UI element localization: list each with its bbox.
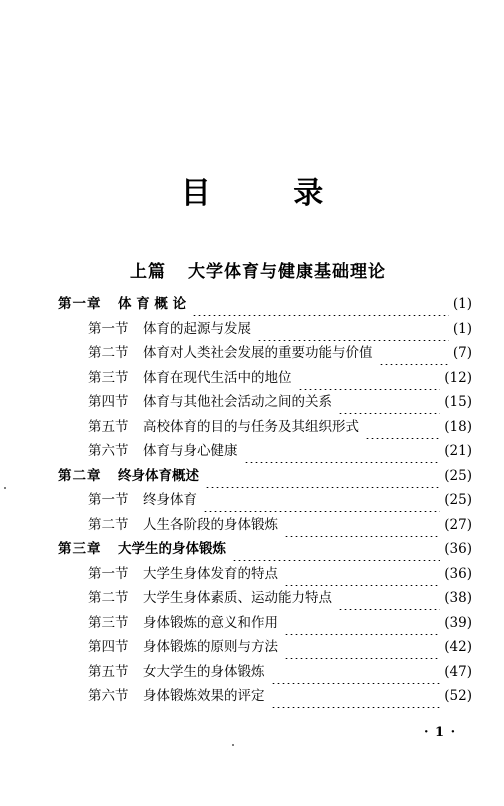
- toc-entry-title: 终身体育概述: [118, 467, 199, 484]
- toc-entry-label: 第一章: [58, 296, 102, 312]
- toc-entry-title: 身体锻炼的意义和作用: [143, 614, 278, 631]
- toc-section-row: [88, 390, 472, 414]
- toc-chapter-row: [58, 464, 472, 488]
- leader-dots: [257, 317, 449, 341]
- leader-dots: [338, 390, 440, 414]
- toc-entry-title: 体 育 概 论: [118, 296, 187, 312]
- toc-entry-page: (18): [444, 418, 472, 435]
- toc-entry-label: 第四节: [88, 639, 129, 655]
- toc-entry-title: 体育与身心健康: [143, 443, 238, 459]
- leader-dots: [284, 635, 440, 659]
- toc-entry-title: 身体锻炼效果的评定: [143, 688, 265, 704]
- toc-entry-title: 终身体育: [143, 492, 197, 508]
- toc-entry-label: 第二章: [58, 467, 102, 484]
- toc-entry-page: (38): [444, 590, 472, 606]
- toc-entry-label: 第一节: [88, 492, 129, 508]
- toc-entry-label: 第一节: [88, 320, 129, 337]
- toc-section-row: [88, 513, 472, 537]
- toc-entry-label: 第二节: [88, 516, 129, 533]
- toc-entry-label: 第三节: [88, 369, 129, 386]
- toc-entry-title: 体育在现代生活中的地位: [143, 369, 292, 386]
- leader-dots: [232, 537, 440, 561]
- leader-dots: [298, 366, 441, 390]
- toc-entry-page: (12): [444, 369, 472, 386]
- leader-dots: [379, 341, 449, 365]
- leader-dots: [205, 464, 440, 488]
- leader-dots: [244, 439, 441, 463]
- toc-entry-page: (47): [444, 663, 472, 680]
- toc-section-row: [88, 366, 472, 390]
- toc-entry-title: 身体锻炼的原则与方法: [143, 639, 278, 655]
- part-label: 上篇: [130, 262, 166, 282]
- toc-entry-page: (27): [444, 516, 472, 533]
- toc-section-row: [88, 317, 472, 341]
- toc-entry-label: 第三节: [88, 614, 129, 631]
- leader-dots: [192, 292, 449, 316]
- toc-chapter-row: [58, 292, 472, 316]
- toc-entry-page: (1): [452, 296, 472, 312]
- leader-dots: [271, 660, 441, 684]
- toc-entry-label: 第二节: [88, 345, 129, 361]
- toc-entry-page: (42): [444, 639, 472, 655]
- toc-entry-page: (52): [444, 688, 472, 704]
- toc-entry-label: 第三章: [58, 541, 102, 557]
- leader-dots: [338, 586, 440, 610]
- toc-entry-title: 高校体育的目的与任务及其组织形式: [143, 418, 359, 435]
- page-title: 目 录: [180, 176, 360, 211]
- toc-entry-title: 大学生身体素质、运动能力特点: [143, 590, 332, 606]
- toc-entry-page: (7): [452, 345, 472, 361]
- toc-entry-title: 人生各阶段的身体锻炼: [143, 516, 278, 533]
- toc-section-row: [88, 611, 472, 635]
- part-name: 大学体育与健康基础理论: [188, 262, 386, 282]
- leader-dots: [284, 611, 440, 635]
- toc-entry-label: 第五节: [88, 663, 129, 680]
- toc-entry-page: (15): [444, 394, 472, 410]
- toc-entry-label: 第四节: [88, 394, 129, 410]
- page-number: · 1 ·: [424, 725, 457, 740]
- toc-entry-page: (25): [444, 492, 472, 508]
- toc-entry-page: (39): [444, 614, 472, 631]
- toc-section-row: [88, 488, 472, 512]
- leader-dots: [284, 513, 440, 537]
- toc-chapter-row: [58, 537, 472, 561]
- toc-section-row: [88, 684, 472, 708]
- leader-dots: [203, 488, 440, 512]
- scan-speck: [4, 487, 6, 489]
- toc-entry-title: 女大学生的身体锻炼: [143, 663, 265, 680]
- toc-entry-page: (1): [452, 320, 472, 337]
- toc-section-row: [88, 415, 472, 439]
- toc-entry-title: 体育对人类社会发展的重要功能与价值: [143, 345, 373, 361]
- toc-section-row: [88, 635, 472, 659]
- toc-entry-label: 第六节: [88, 688, 129, 704]
- part-heading: [130, 257, 386, 282]
- toc-entry-page: (36): [444, 541, 472, 557]
- toc-section-row: [88, 341, 472, 365]
- scan-speck: [232, 744, 234, 746]
- toc-entry-page: (36): [444, 565, 472, 582]
- toc-entry-label: 第一节: [88, 565, 129, 582]
- toc-entry-label: 第六节: [88, 443, 129, 459]
- toc-entry-title: 体育的起源与发展: [143, 320, 251, 337]
- toc-section-row: [88, 439, 472, 463]
- toc-section-row: [88, 586, 472, 610]
- toc-entry-page: (25): [444, 467, 472, 484]
- toc-entry-label: 第二节: [88, 590, 129, 606]
- toc-entry-title: 体育与其他社会活动之间的关系: [143, 394, 332, 410]
- toc-section-row: [88, 562, 472, 586]
- leader-dots: [284, 562, 440, 586]
- toc-entry-title: 大学生的身体锻炼: [118, 541, 226, 557]
- leader-dots: [365, 415, 440, 439]
- toc-entry-title: 大学生身体发育的特点: [143, 565, 278, 582]
- toc-entry-page: (21): [444, 443, 472, 459]
- toc-section-row: [88, 660, 472, 684]
- toc-entry-label: 第五节: [88, 418, 129, 435]
- leader-dots: [271, 684, 441, 708]
